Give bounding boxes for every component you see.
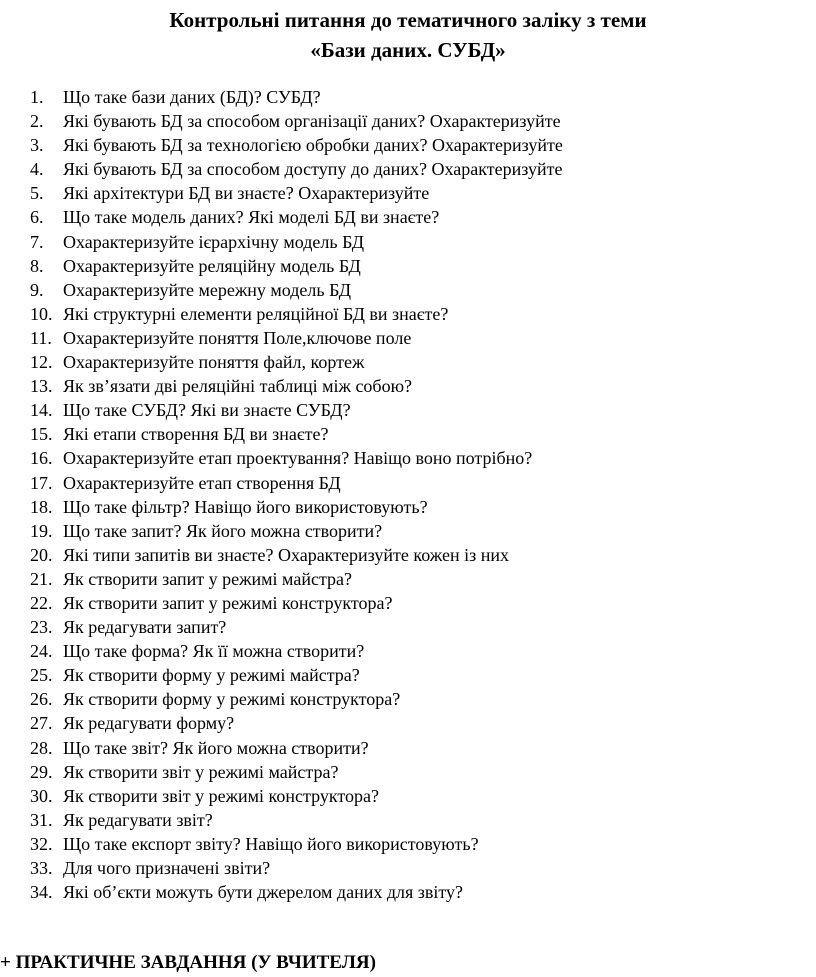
- list-item: [30, 422, 563, 446]
- question-text: Що таке форма? Як її можна створити?: [63, 641, 365, 662]
- list-item: [30, 302, 563, 326]
- list-item: [30, 832, 563, 856]
- question-text: Які етапи створення БД ви знаєте?: [63, 424, 329, 445]
- question-number: 10.: [30, 303, 53, 324]
- list-item: [30, 205, 563, 229]
- question-number: 20.: [30, 544, 53, 565]
- question-number: 19.: [30, 520, 53, 541]
- list-item: [30, 808, 563, 832]
- list-item: [30, 663, 563, 687]
- question-number: 21.: [30, 568, 53, 589]
- page-title: Контрольні питання до тематичного заліку з теми: [169, 8, 647, 32]
- question-text: Охарактеризуйте поняття Поле,ключове поле: [63, 327, 412, 348]
- list-item: [30, 230, 563, 254]
- list-item: [30, 157, 563, 181]
- list-item: [30, 471, 563, 495]
- question-number: 6.: [30, 207, 44, 228]
- question-text: Як створити форму у режимі конструктора?: [63, 689, 401, 710]
- question-number: 31.: [30, 809, 53, 830]
- list-item: [30, 326, 563, 350]
- question-text: Охарактеризуйте поняття файл, кортеж: [63, 352, 365, 373]
- list-item: [30, 760, 563, 784]
- list-item: [30, 374, 563, 398]
- list-item: [30, 591, 563, 615]
- question-number: 30.: [30, 785, 53, 806]
- question-text: Охарактеризуйте ієрархічну модель БД: [63, 231, 364, 252]
- list-item: [30, 350, 563, 374]
- question-number: 1.: [30, 87, 44, 107]
- question-number: 16.: [30, 448, 53, 469]
- list-item: [30, 784, 563, 808]
- question-text: Як створити звіт у режимі майстра?: [63, 761, 339, 782]
- question-text: Які типи запитів ви знаєте? Охарактеризуйте кожен із них: [63, 544, 509, 565]
- question-text: Що таке експорт звіту? Навіщо його використовують?: [63, 833, 479, 854]
- question-text: Які бувають БД за способом доступу до даних? Охарактеризуйте: [63, 159, 563, 180]
- list-item: [30, 880, 563, 904]
- list-item: [30, 254, 563, 278]
- list-item: [30, 109, 563, 133]
- question-text: Як редагувати звіт?: [63, 809, 213, 830]
- question-number: 5.: [30, 183, 44, 204]
- question-text: Що таке звіт? Як його можна створити?: [63, 737, 369, 758]
- list-item: [30, 543, 563, 567]
- question-text: Що таке модель даних? Які моделі БД ви знаєте?: [63, 207, 440, 228]
- question-text: Що таке запит? Як його можна створити?: [63, 520, 383, 541]
- list-item: [30, 133, 563, 157]
- list-item: [30, 736, 563, 760]
- list-item: [30, 615, 563, 639]
- question-text: Як редагувати запит?: [63, 617, 227, 638]
- question-list: [30, 85, 563, 904]
- question-number: 13.: [30, 376, 53, 397]
- question-text: Що таке бази даних (БД)? СУБД?: [63, 87, 321, 107]
- practical-task-note: + ПРАКТИЧНЕ ЗАВДАННЯ (У ВЧИТЕЛЯ): [0, 952, 376, 973]
- question-text: Охарактеризуйте етап проектування? Навіщо воно потрібно?: [63, 448, 533, 469]
- question-text: Що таке фільтр? Навіщо його використовують?: [63, 496, 428, 517]
- question-number: 29.: [30, 761, 53, 782]
- question-number: 15.: [30, 424, 53, 445]
- question-number: 7.: [30, 231, 44, 252]
- question-number: 27.: [30, 713, 53, 734]
- list-item: [30, 711, 563, 735]
- question-number: 32.: [30, 833, 53, 854]
- question-number: 23.: [30, 617, 53, 638]
- list-item: [30, 278, 563, 302]
- list-item: [30, 398, 563, 422]
- question-text: Які бувають БД за способом організації даних? Охарактеризуйте: [63, 111, 561, 132]
- question-number: 33.: [30, 858, 53, 878]
- question-number: 14.: [30, 400, 53, 421]
- question-text: Для чого призначені звіти?: [63, 858, 271, 878]
- question-text: Як створити звіт у режимі конструктора?: [63, 785, 379, 806]
- question-number: 12.: [30, 352, 53, 373]
- list-item: [30, 85, 563, 109]
- question-number: 9.: [30, 279, 44, 300]
- list-item: [30, 856, 563, 880]
- question-number: 34.: [30, 882, 53, 903]
- question-text: Охарактеризуйте етап створення БД: [63, 472, 341, 493]
- question-number: 2.: [30, 111, 44, 132]
- question-number: 11.: [30, 327, 52, 348]
- question-number: 22.: [30, 592, 53, 613]
- question-text: Які архітектури БД ви знаєте? Охарактеризуйте: [63, 183, 430, 204]
- list-item: [30, 519, 563, 543]
- list-item: [30, 446, 563, 470]
- question-text: Охарактеризуйте реляційну модель БД: [63, 255, 361, 276]
- list-item: [30, 495, 563, 519]
- list-item: [30, 181, 563, 205]
- page-subtitle: «Бази даних. СУБД»: [310, 38, 506, 62]
- question-text: Які об’єкти можуть бути джерелом даних для звіту?: [63, 882, 463, 903]
- question-number: 8.: [30, 255, 44, 276]
- question-number: 17.: [30, 472, 53, 493]
- question-text: Як зв’язати дві реляційні таблиці між собою?: [63, 376, 413, 397]
- question-text: Як створити форму у режимі майстра?: [63, 665, 360, 686]
- question-number: 28.: [30, 737, 53, 758]
- question-text: Як редагувати форму?: [63, 713, 235, 734]
- question-number: 25.: [30, 665, 53, 686]
- question-text: Як створити запит у режимі конструктора?: [63, 592, 393, 613]
- question-text: Що таке СУБД? Які ви знаєте СУБД?: [63, 400, 351, 421]
- question-text: Охарактеризуйте мережну модель БД: [63, 279, 352, 300]
- question-number: 18.: [30, 496, 53, 517]
- list-item: [30, 567, 563, 591]
- list-item: [30, 639, 563, 663]
- question-number: 24.: [30, 641, 53, 662]
- question-number: 4.: [30, 159, 44, 180]
- question-text: Які структурні елементи реляційної БД ви знаєте?: [63, 303, 449, 324]
- question-text: Які бувають БД за технологією обробки даних? Охарактеризуйте: [63, 135, 563, 156]
- question-text: Як створити запит у режимі майстра?: [63, 568, 353, 589]
- list-item: [30, 687, 563, 711]
- question-number: 3.: [30, 135, 44, 156]
- question-number: 26.: [30, 689, 53, 710]
